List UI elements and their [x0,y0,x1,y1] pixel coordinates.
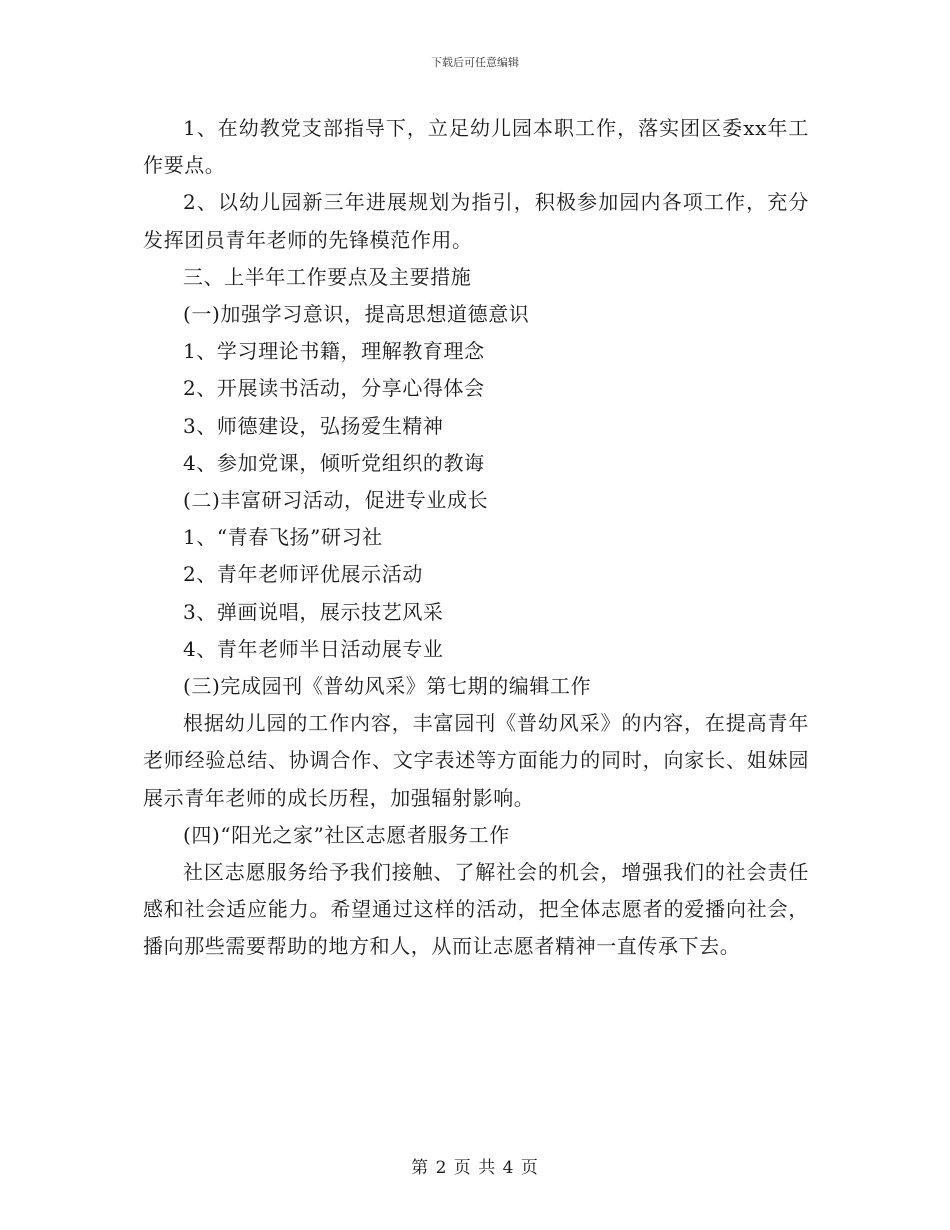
list-item: 3、弹画说唱，展示技艺风采 [183,599,444,624]
list-item: 3、师德建设，弘扬爱生精神 [183,413,444,438]
paragraph-2: 2、以幼儿园新三年进展规划为指引，积极参加园内各项工作，充分发挥团员青年老师的先锋模范作用。 [143,190,809,252]
list-item: 4、参加党课，倾听党组织的教诲 [183,450,485,475]
body-paragraph: 根据幼儿园的工作内容，丰富园刊《普幼风采》的内容，在提高青年老师经验总结、协调合作、文字表述等方面能力的同时，向家长、姐妹园展示青年老师的成长历程，加强辐射影响。 [143,711,809,810]
page-header: 下载后可任意编辑 [431,56,519,69]
list-item: 2、开展读书活动，分享心得体会 [183,376,485,401]
document-body [143,110,809,966]
subsection-heading-2: (二)丰富研习活动，促进专业成长 [183,488,489,513]
paragraph-1: 1、在幼教党支部指导下，立足幼儿园本职工作，落实团区委xx年工作要点。 [143,116,809,178]
page-number-footer: 第 2 页 共 4 页 [411,1158,539,1178]
section-heading-3: 三、上半年工作要点及主要措施 [183,264,472,289]
list-item: 1、学习理论书籍，理解教育理念 [183,339,485,364]
body-paragraph: 社区志愿服务给予我们接触、了解社会的机会，增强我们的社会责任感和社会适应能力。希望通过这样的活动，把全体志愿者的爱播向社会，播向那些需要帮助的地方和人，从而让志愿者精神一直传承下去。 [143,860,809,959]
subsection-heading-4: (四)“阳光之家”社区志愿者服务工作 [183,822,510,847]
list-item: 2、青年老师评优展示活动 [183,562,423,587]
subsection-heading-1: (一)加强学习意识，提高思想道德意识 [183,302,530,327]
list-item: 1、“青春飞扬”研习社 [183,525,383,550]
subsection-heading-3: (三)完成园刊《普幼风采》第七期的编辑工作 [183,674,592,699]
list-item: 4、青年老师半日活动展专业 [183,636,444,661]
